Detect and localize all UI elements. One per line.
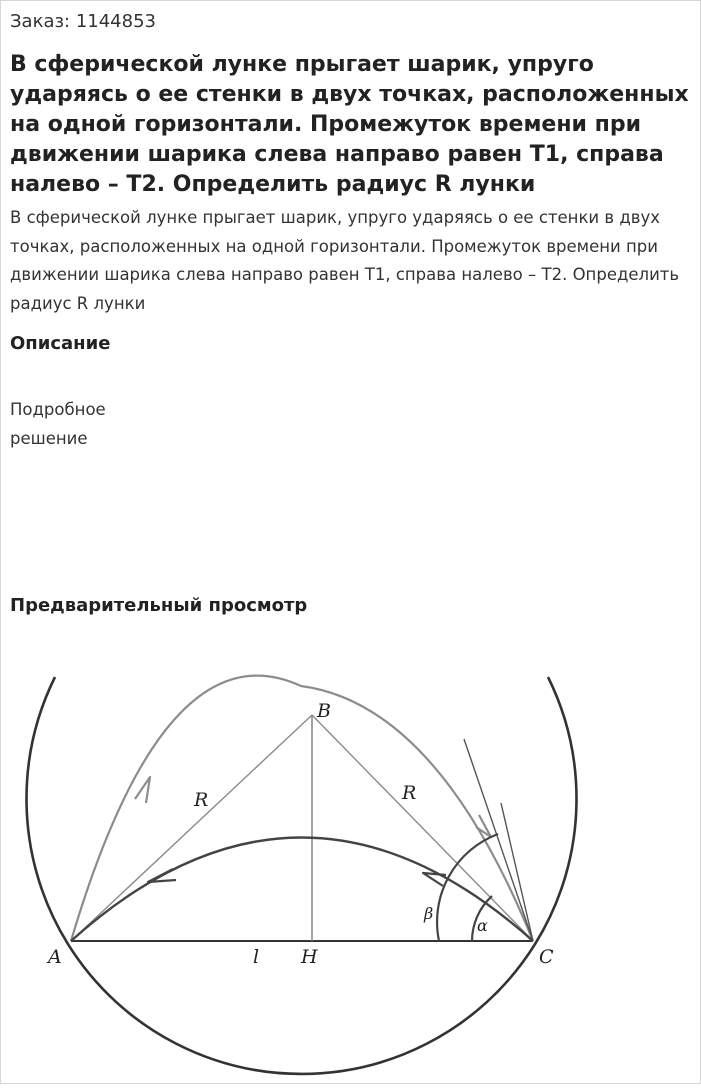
label-R-right: R	[402, 782, 417, 804]
label-l: l	[253, 946, 260, 968]
section-heading-description: Описание	[10, 333, 111, 354]
label-B: B	[317, 700, 331, 722]
arrow-upper-left	[135, 777, 150, 803]
radius-AB	[71, 715, 312, 941]
sphere-outline	[26, 677, 576, 1074]
order-number: Заказ: 1144853	[10, 11, 156, 32]
trajectory-upper	[71, 676, 533, 941]
page-title: В сферической лунке прыгает шарик, упруго ударяясь о ее стенки в двух точках, расположенных на одной горизонтали. Промежуток времени при движении шарика слева направо равен Т1, справа налево – Т2. Определить радиус R лунки	[10, 52, 689, 197]
arrow-lower-right	[423, 873, 446, 886]
label-C: C	[539, 946, 554, 968]
arrow-upper-right	[476, 815, 491, 837]
detail-text: Подробное решение	[10, 400, 106, 448]
section-heading-preview: Предварительный просмотр	[10, 595, 308, 616]
label-H: H	[301, 946, 318, 968]
tangent-lower	[501, 803, 533, 941]
radius-BC	[312, 715, 533, 941]
preview-figure	[1, 661, 701, 1085]
trajectory-lower	[71, 838, 533, 942]
tangent-upper	[464, 739, 533, 941]
physics-diagram	[1, 661, 701, 1085]
label-alpha: α	[477, 916, 488, 935]
label-R-left: R	[194, 789, 209, 811]
label-beta: β	[424, 904, 434, 923]
label-A: A	[48, 946, 62, 968]
angle-beta-arc	[437, 834, 498, 941]
task-description: В сферической лунке прыгает шарик, упруго ударяясь о ее стенки в двух точках, расположенных на одной горизонтали. Промежуток времени при движении шарика слева направо равен Т1, справа налево – Т2. Определить радиус R лунки	[10, 208, 680, 313]
